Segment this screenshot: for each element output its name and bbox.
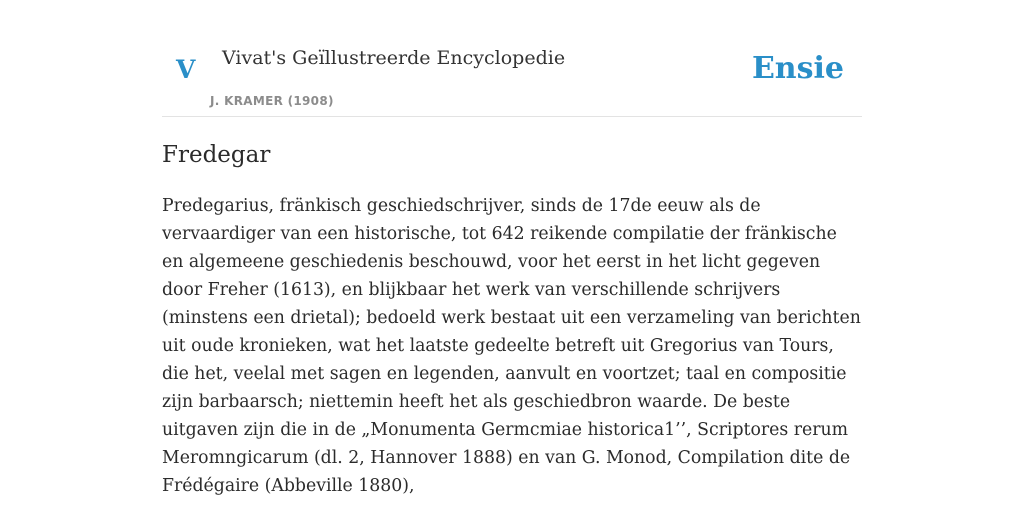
encyclopedia-title[interactable]: Vivat's Geïllustreerde Encyclopedie bbox=[222, 47, 566, 69]
encyclopedia-logo[interactable]: V bbox=[176, 55, 196, 84]
author-line: J. KRAMER (1908) bbox=[210, 94, 334, 108]
entry-body: Predegarius, fränkisch geschiedschrijver, sinds de 17de eeuw als de vervaardiger van een historische, tot 642 reikende compilatie der fränkische en algemeene geschiedenis beschouwd, voor het eerst in het licht gegeven door Freher (1613), en blijkbaar het werk van verschillende schrijvers (minstens een drietal); bedoeld werk bestaat uit een verzameling van berichten uit oude kronieken, wat het laatste gedeelte betreft uit Gregorius van Tours, die het, veelal met sagen en legenden, aanvult en voortzet; taal en compositie zijn barbaarsch; niettemin heeft het als geschiedbron waarde. De beste uitgaven zijn die in de „Monumenta Germcmiae historica1’’, Scriptores rerum Meromngicarum (dl. 2, Hannover 1888) en van G. Monod, Compilation dite de Frédégaire (Abbeville 1880), bbox=[162, 196, 861, 496]
entry-title: Fredegar bbox=[162, 142, 271, 168]
ensie-brand-link[interactable]: Ensie bbox=[751, 51, 844, 86]
encyclopedia-header bbox=[162, 0, 862, 117]
